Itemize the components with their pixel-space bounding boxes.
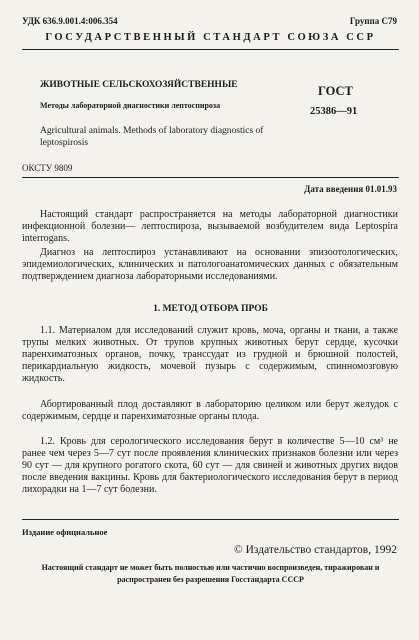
gost-label: ГОСТ — [318, 84, 353, 98]
official-edition-label: Издание официальное — [22, 527, 108, 537]
okstu-code: ОКСТУ 9809 — [22, 163, 73, 173]
effective-date: Дата введения 01.01.93 — [304, 184, 397, 194]
reproduction-notice: Настоящий стандарт не может быть полностью или частично воспроизведен, тиражирован и распространен без разрешения Госстандарта СССР — [41, 563, 380, 584]
document-title-en: Agricultural animals. Methods of laboratory diagnostics of leptospirosis — [40, 126, 264, 148]
header-rule — [22, 177, 399, 178]
section-heading: 1. МЕТОД ОТБОРА ПРОБ — [153, 304, 268, 314]
gost-number: 25386—91 — [310, 106, 358, 117]
document-title-ru: ЖИВОТНЫЕ СЕЛЬСКОХОЗЯЙСТВЕННЫЕ — [40, 80, 238, 90]
copyright-notice: © Издательство стандартов, 1992 — [233, 544, 397, 556]
document-subtitle-ru: Методы лабораторной диагностики лептоспироза — [40, 101, 221, 110]
banner-rule — [22, 49, 399, 50]
group-code: Группа С79 — [349, 16, 397, 26]
section-paragraph: Абортированный плод доставляют в лабораторию целиком или берут желудок с содержимым, сердце и паренхиматозные органы плода. — [22, 399, 398, 422]
section-paragraph: 1.2. Кровь для серологического исследования берут в количестве 5—10 см³ не ранее чем через 5—7 сут после проявления клинических признаков болезни или через 90 сут — для крупного рогатого скота, 60 сут — для свиней и животных других видов после введения вакцины. Кровь для бактериологического исследования берут в период лихорадки на 1—7 сут болезни. — [22, 436, 398, 495]
intro-paragraph: Диагноз на лептоспироз устанавливают на основании эпизоотологических, эпидемиологических, клинических и патологоанатомических данных с обязательным подтверждением диагноза лабораторными исследованиями. — [22, 247, 398, 282]
footer-rule — [22, 519, 399, 520]
section-paragraph: 1.1. Материалом для исследований служит кровь, моча, органы и ткани, а также трупы мелких животных. От трупов крупных животных берут сердце, кусочки паренхиматозных органов, почку, транссудат из грудной и брюшной полостей, перикардиальную жидкость, мочевой пузырь с содержимым, спинномозговую жидкость. — [22, 325, 398, 384]
intro-paragraph: Настоящий стандарт распространяется на методы лабораторной диагностики инфекционной болезни— лептоспироза, вызываемой возбудителем вида Leptospira interrogans. — [22, 209, 398, 244]
udk-code: УДК 636.9.001.4:006.354 — [22, 16, 118, 26]
standard-banner: ГОСУДАРСТВЕННЫЙ СТАНДАРТ СОЮЗА ССР — [45, 32, 376, 43]
